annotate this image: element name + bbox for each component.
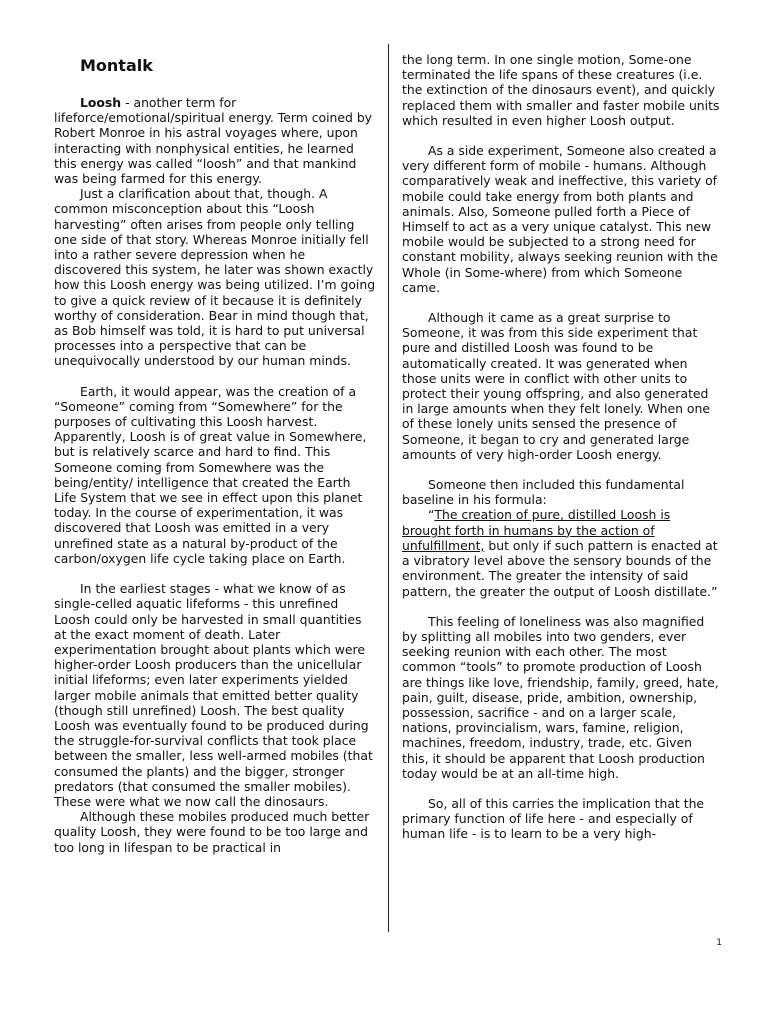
paragraph-loneliness: This feeling of loneliness was also magnified by splitting all mobiles into two genders, ever seeking reunion with each other. The most common “tools” to promote production of Loosh are things like love, friendship, family, greed, hate, pain, guilt, disease, pride, ambition, ownership, possession, sacrifice - and on a larger scale, nations, provincialism, wars, famine, religion, machines, freedom, industry, trade, etc. Given this, it should be apparent that Loosh production today would be at an all-time high. <box>402 613 719 781</box>
paragraph-earth-creation: Earth, it would appear, was the creation of a “Someone” coming from “Somewhere” for the purposes of cultivating this Loosh harvest. Apparently, Loosh is of great value in Somewhere, but is relatively scarce and hard to find. This Someone coming from Somewhere was the being/entity/ intelligence that created the Earth Life System that we see in effect upon this planet today. In the course of experimentation, it was discovered that Loosh was emitted in a very unrefined state as a natural by-product of the carbon/oxygen life cycle taking place on Earth. <box>54 383 367 566</box>
paragraph-surprise: Although it came as a great surprise to Someone, it was from this side experiment that pure and distilled Loosh was found to be automatically created. It was generated when those units were in conflict with other units to protect their young offspring, and also generated in large amounts when they felt lonely. When one of these lonely units sensed the presence of Someone, it began to cry and generated large amounts of very high-order Loosh energy. <box>402 310 710 462</box>
paragraph-baseline: Someone then included this fundamental baseline in his formula: <box>402 477 685 508</box>
column-divider <box>388 44 389 932</box>
quote-open: “ <box>428 507 435 523</box>
left-column <box>54 40 376 855</box>
right-column <box>402 52 720 842</box>
paragraph-formula-quote <box>402 507 720 598</box>
paragraph-mobiles: Although these mobiles produced much better quality Loosh, they were found to be too large and too long in lifespan to be practical in <box>54 809 370 855</box>
paragraph-side-experiment: As a side experiment, Someone also created a very different form of mobile - humans. Although comparatively weak and ineffective, this variety of mobile could take energy from both plants and animals. Also, Someone pulled forth a Piece of Himself to act as a very unique catalyst. This new mobile would be subjected to a strong need for constant mobility, always seeking reunion with the Whole (in Some-where) from which Someone came. <box>402 143 718 295</box>
paragraph-earliest-stages: In the earliest stages - what we know of as single-celled aquatic lifeforms - this unrefined Loosh could only be harvested in small quantities at the exact moment of death. Later experimentation brought about plants which were higher-order Loosh producers than the unicellular initial lifeforms; even later experiments yielded larger mobile animals that emitted better quality (though still unrefined) Loosh. The best quality Loosh was eventually found to be produced during the struggle-for-survival conflicts that took place between the smaller, less well-armed mobiles (that consumed the plants) and the bigger, stronger predators (that consumed the smaller mobiles). These were what we now call the dinosaurs. <box>54 581 373 809</box>
paragraph-implication: So, all of this carries the implication that the primary function of life here - and especially of human life - is to learn to be a very high- <box>402 795 705 842</box>
underlined-quote: The creation of pure, distilled Loosh is brought forth in humans by the action of unfulfillment, <box>402 507 671 553</box>
document-title: Montalk <box>80 56 153 75</box>
paragraph-loosh-definition <box>54 95 376 186</box>
page-number: 1 <box>716 938 722 948</box>
loosh-definition-text: - another term for lifeforce/emotional/spiritual energy. Term coined by Robert Monroe in his astral voyages where, upon interacting with nonphysical entities, he learned this energy was called “loosh” and that mankind was being farmed for this energy. <box>54 95 373 187</box>
paragraph-long-term: the long term. In one single motion, Some-one terminated the life spans of these creatures (i.e. the extinction of the dinosaurs event), and quickly replaced them with smaller and faster mobile units which resulted in even higher Loosh output. <box>402 52 720 128</box>
quote-rest: but only if such pattern is enacted at a vibratory level above the sensory bounds of the environment. The greater the intensity of said pattern, the greater the output of Loosh distillate.” <box>402 537 718 599</box>
term-loosh: Loosh <box>80 95 122 110</box>
paragraph-clarification: Just a clarification about that, though. A common misconception about this “Loosh harvesting” often arises from people only telling one side of that story. Whereas Monroe initially fell into a rather severe depression when he discovered this system, he later was shown exactly how this Loosh energy was being utilized. I’m going to give a quick review of it because it is definitely worthy of consideration. Bear in mind though that, as Bob himself was told, it is hard to put universal processes into a perspective that can be unequivocally understood by our human minds. <box>54 186 376 369</box>
